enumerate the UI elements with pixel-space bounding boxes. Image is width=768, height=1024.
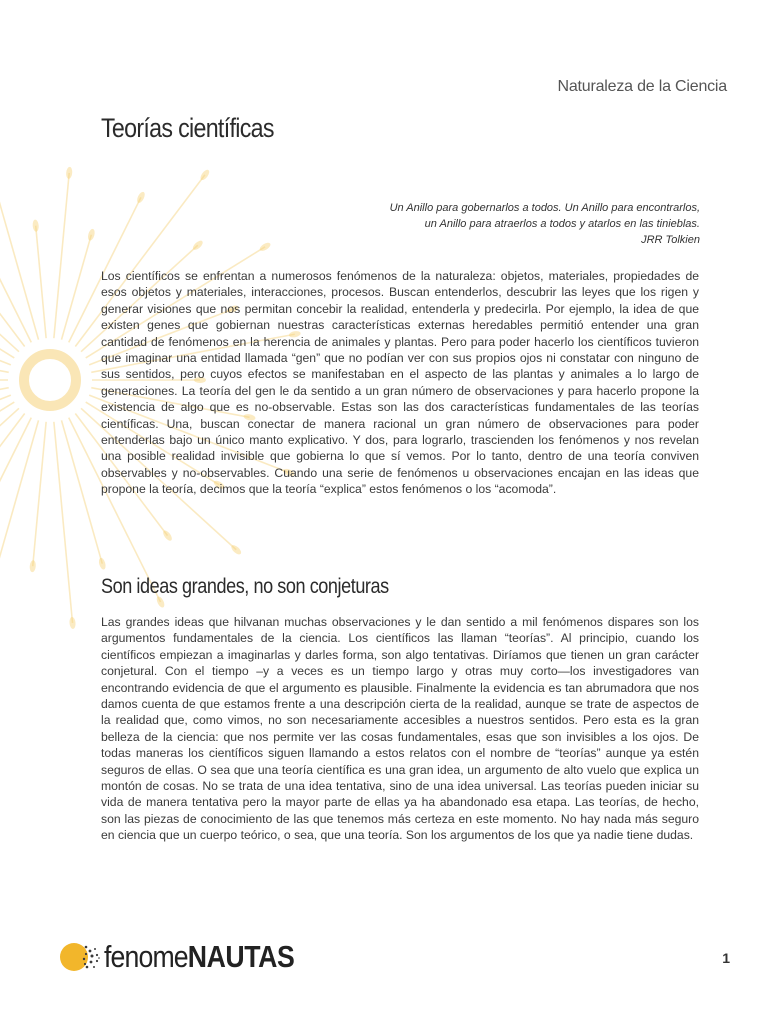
page-number: 1	[722, 950, 730, 966]
sunburst-ray	[0, 339, 9, 372]
fenomenautas-logo	[56, 937, 325, 977]
section-subheading: Son ideas grandes, no son conjeturas	[101, 575, 389, 598]
sunburst-ray	[61, 235, 91, 340]
sunburst-ray-tip	[162, 529, 174, 542]
sunburst-ray	[54, 173, 69, 338]
sunburst-ray-tip	[136, 191, 147, 204]
epigraph	[240, 200, 700, 248]
sunburst-ray	[54, 422, 73, 623]
logo-text-light: fenome	[104, 939, 188, 974]
logo-wordmark	[104, 939, 294, 975]
sunburst-ray	[0, 420, 39, 610]
paragraph-theories: Las grandes ideas que hilvanan muchas observaciones y le dan sentido a mil fenómenos dispares son los argumentos fundamentales de la ciencia. Los científicos las llaman “teorías”. Al principio, cuando los científicos empiezan a imaginarlas y darles forma, son algo tentativas. Diríamos que tienen un gran carácter conjetural. Con el tiempo –y a veces es un tiempo largo y otras muy corto—los investigadores van encontrando evidencia de que el argumento es plausible. Finalmente la evidencia es tan abrumadora que nos damos cuenta de que estamos frente a una descripción cierta de la realidad, aunque se trate de aspectos de la realidad que, como vimos, no son necesariamente accesibles a nuestros sentidos. Pero esta es la gran belleza de la ciencia: que nos permite ver las cosas fundamentales, esas que son invisibles a los ojos. De todas maneras los científicos siguen llamando a estos relatos con el nombre de “teorías” aunque ya estén seguros de ellas. O sea que una teoría científica es una gran idea, un argumento de alto vuelo que explica un montón de cosas. No se trata de una idea tentativa, sino de una idea universal. Las teorías pueden iniciar su vida de manera tentativa pero la mayor parte de ellas ya ha abandonado esa etapa. Las teorías, de hecho, son las piezas de conocimiento de las que tenemos más certeza en este momento. No hay nada más seguro en ciencia que un cuerpo teórico, o sea, que una teoría. Son los argumentos de los que ya nadie tiene dudas.	[101, 615, 699, 843]
section-header: Naturaleza de la Ciencia	[557, 78, 727, 95]
sunburst-ray	[0, 238, 31, 343]
sunburst-ray-tip	[87, 228, 96, 241]
epigraph-author: JRR Tolkien	[641, 234, 700, 246]
paragraph-intro: Los científicos se enfrentan a numerosos fenómenos de la naturaleza: objetos, materiales, propiedades de esos objetos y materiales, interacciones, procesos. Buscan entenderlos, descubrir las leyes que los rigen y generar visiones que nos permitan concebir la realidad, entenderla y predecirla. Por ejemplo, la idea de que existen genes que gobiernan nuestras características externas heredables permitió entender una gran cantidad de fenómenos en la herencia de animales y plantas. Pero para poder hacerlo los científicos tuvieron que imaginar una entidad llamada “gen” que no podían ver con sus propios ojos ni constatar con ninguno de sus sentidos, pero cuyos efectos se manifestaban en el aspecto de las plantas y animales a lo largo de generaciones. La teoría del gen le da sentido a un gran número de observaciones y para hacerlo propone la existencia de algo que es no-observable. Estas son las dos características fundamentales de las teorías científicas. Una, buscan conectar de manera racional un gran número de observaciones para poder entenderlas bajo un único manto explicativo. Y dos, para lograrlo, trascienden los fenómenos y nos revelan una posible realidad invisible que gobierna lo que sí vemos. Por lo tanto, dentro de una teoría conviven observables y no-observables. Cuando una serie de fenómenos u observaciones encajan en las ideas que propone la teoría, decimos que la teoría “explica” estos fenómenos o los “acomoda”.	[101, 269, 699, 497]
sunburst-core	[24, 354, 76, 406]
sunburst-ray	[0, 402, 14, 502]
sunburst-ray	[0, 395, 11, 443]
sunburst-ray	[0, 388, 9, 422]
sunburst-ray	[0, 270, 19, 352]
sunburst-ray	[0, 320, 11, 365]
sunburst-ray-tip	[66, 167, 73, 180]
epigraph-line-2: un Anillo para atraerlos a todos y atarlos en las tinieblas.	[424, 218, 700, 230]
sunburst-ray	[33, 422, 46, 566]
sun-dots-icon	[56, 937, 102, 977]
epigraph-line-1: Un Anillo para gobernarlos a todos. Un Anillo para encontrarlos,	[389, 202, 700, 214]
sunburst-ray-tip	[29, 560, 36, 573]
sunburst-ray-tip	[199, 168, 211, 181]
sunburst-ray-tip	[32, 219, 39, 232]
page-title: Teorías científicas	[101, 113, 274, 143]
sunburst-ray	[61, 420, 102, 563]
sunburst-ray	[0, 176, 39, 340]
sunburst-ray-tip	[230, 544, 243, 557]
sunburst-ray	[0, 414, 25, 569]
sunburst-ray	[0, 408, 19, 500]
sunburst-ray	[0, 418, 31, 544]
logo-text-bold: NAUTAS	[187, 939, 295, 974]
sunburst-ray	[36, 226, 46, 339]
sunburst-ray	[0, 208, 25, 347]
sunburst-ray-tip	[191, 239, 204, 252]
sunburst-ray	[0, 264, 14, 358]
sunburst-ray-tip	[69, 617, 76, 630]
sunburst-ray-tip	[98, 557, 107, 570]
